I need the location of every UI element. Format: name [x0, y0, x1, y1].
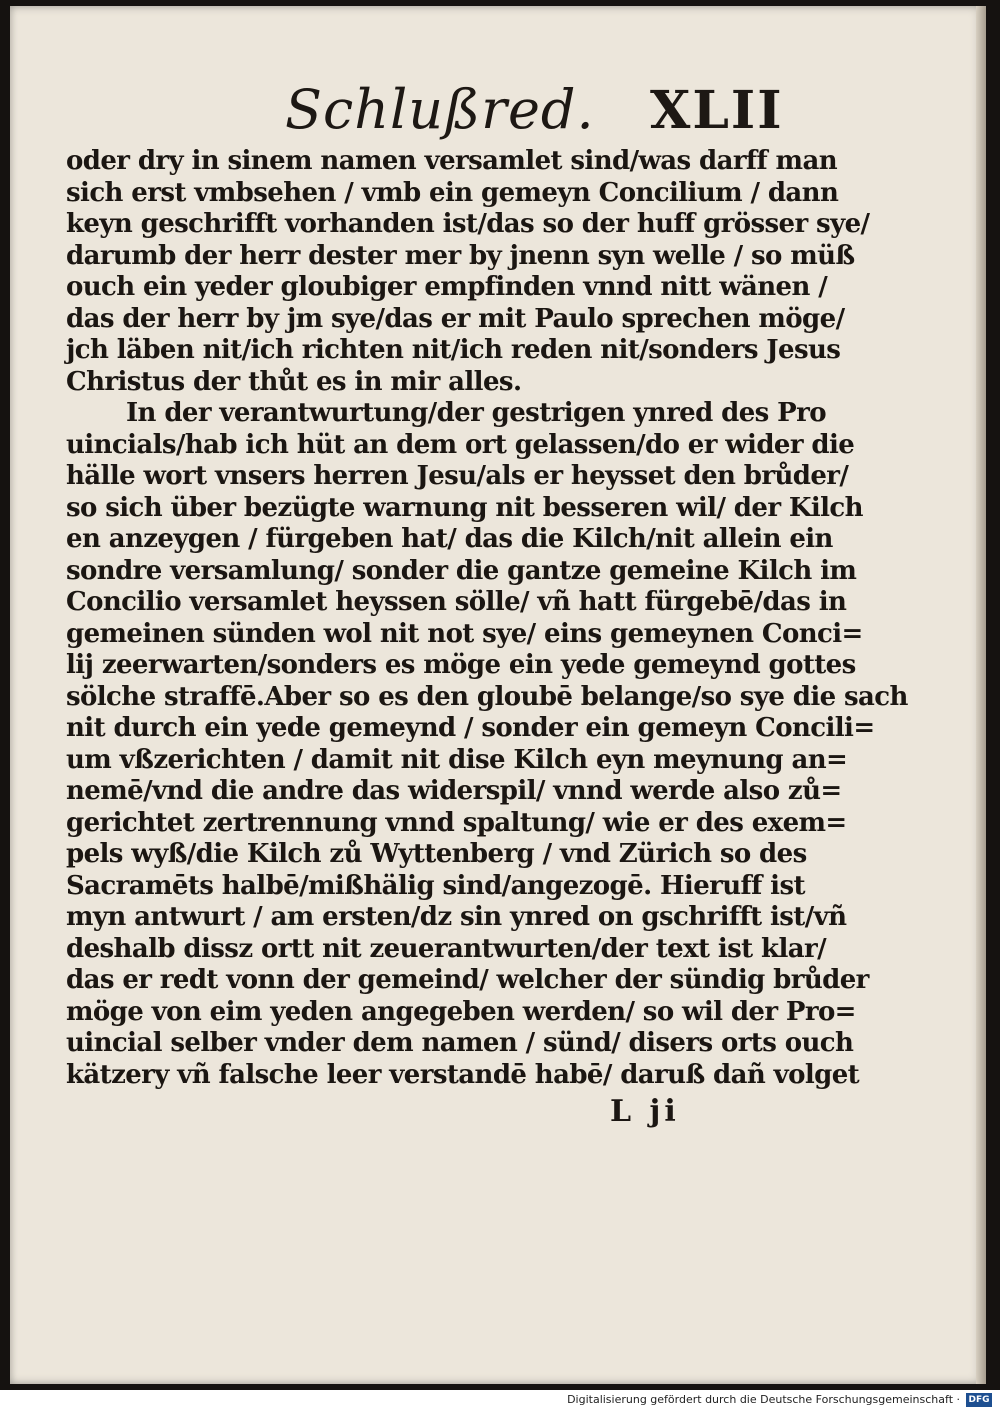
text-line: darumb der herr dester mer by jnenn syn welle / so müß: [66, 240, 855, 271]
paragraph-start-line: In der verantwurtung/der gestrigen ynred des Pro: [126, 398, 826, 428]
text-line: myn antwurt / am ersten/dz sin ynred on gschrifft ist/vñ: [66, 902, 847, 932]
text-line: nit durch ein yede gemeynd / sonder ein gemeyn Concili=: [66, 713, 875, 743]
page-edge-shadow: [976, 6, 986, 1384]
text-line: so sich über bezügte warnung nit besseren wil/ der Kilch: [66, 492, 863, 523]
text-line: um vßzerichten / damit nit dise Kilch eyn meynung an=: [66, 744, 848, 775]
text-line: lij zeerwarten/sonders es möge ein yede gemeynd gottes: [66, 650, 856, 680]
text-line: jch läben nit/ich richten nit/ich reden nit/sonders Jesus: [66, 335, 841, 365]
text-line: keyn geschrifft vorhanden ist/das so der huff grösser sye/: [66, 209, 870, 239]
folio-number: XLII: [650, 80, 784, 141]
text-line: kätzery vñ falsche leer verstandē habē/ daruß dañ volget: [66, 1059, 860, 1090]
signature-mark: L ji: [610, 1094, 680, 1129]
text-line: Concilio versamlet heyssen sölle/ vñ hatt fürgebē/das in: [66, 587, 847, 617]
text-line: gerichtet zertrennung vnnd spaltung/ wie er des exem=: [66, 807, 847, 838]
text-block: [66, 146, 908, 1091]
text-line: das der herr by jm sye/das er mit Paulo sprechen möge/: [66, 303, 845, 334]
text-line: pels wyß/die Kilch zů Wyttenberg / vnd Zürich so des: [66, 839, 807, 869]
text-line: sondre versamlung/ sonder die gantze gemeine Kilch im: [66, 555, 857, 586]
text-line: deshalb dissz ortt nit zeuerantwurten/der text ist klar/: [66, 933, 826, 964]
text-line: hälle wort vnsers herren Jesu/als er heysset den brůder/: [66, 461, 849, 491]
dfg-logo: DFG: [966, 1393, 992, 1407]
text-line: uincial selber vnder dem namen / sünd/ disers orts ouch: [66, 1028, 854, 1058]
text-line: ouch ein yeder gloubiger empfinden vnnd nitt wänen /: [66, 272, 828, 302]
text-line: nemē/vnd die andre das widerspil/ vnnd werde also zů=: [66, 776, 842, 806]
text-line: Christus der thůt es in mir alles.: [66, 366, 522, 397]
text-line: sich erst vmbsehen / vmb ein gemeyn Concilium / dann: [66, 177, 839, 208]
funding-credit: Digitalisierung gefördert durch die Deutsche Forschungsgemeinschaft ·: [567, 1393, 960, 1406]
book-page: [10, 6, 986, 1384]
text-line: oder dry in sinem namen versamlet sind/was darff man: [66, 146, 838, 176]
text-line: gemeinen sünden wol nit not sye/ eins gemeynen Conci=: [66, 618, 863, 649]
text-line: möge von eim yeden angegeben werden/ so wil der Pro=: [66, 996, 856, 1027]
text-line: en anzeygen / fürgeben hat/ das die Kilch/nit allein ein: [66, 524, 833, 554]
text-line: Sacramēts halbē/mißhälig sind/angezogē. Hieruff ist: [66, 870, 805, 901]
running-head: [10, 78, 986, 148]
text-line: sölche straffē.Aber so es den gloubē belange/so sye die sach: [66, 681, 908, 712]
text-line: uincials/hab ich hüt an dem ort gelassen/do er wider die: [66, 429, 855, 460]
running-title: Schlußred.: [285, 78, 595, 141]
text-line: das er redt vonn der gemeind/ welcher der sündig brůder: [66, 965, 869, 995]
footer-bar: [0, 1390, 1000, 1411]
